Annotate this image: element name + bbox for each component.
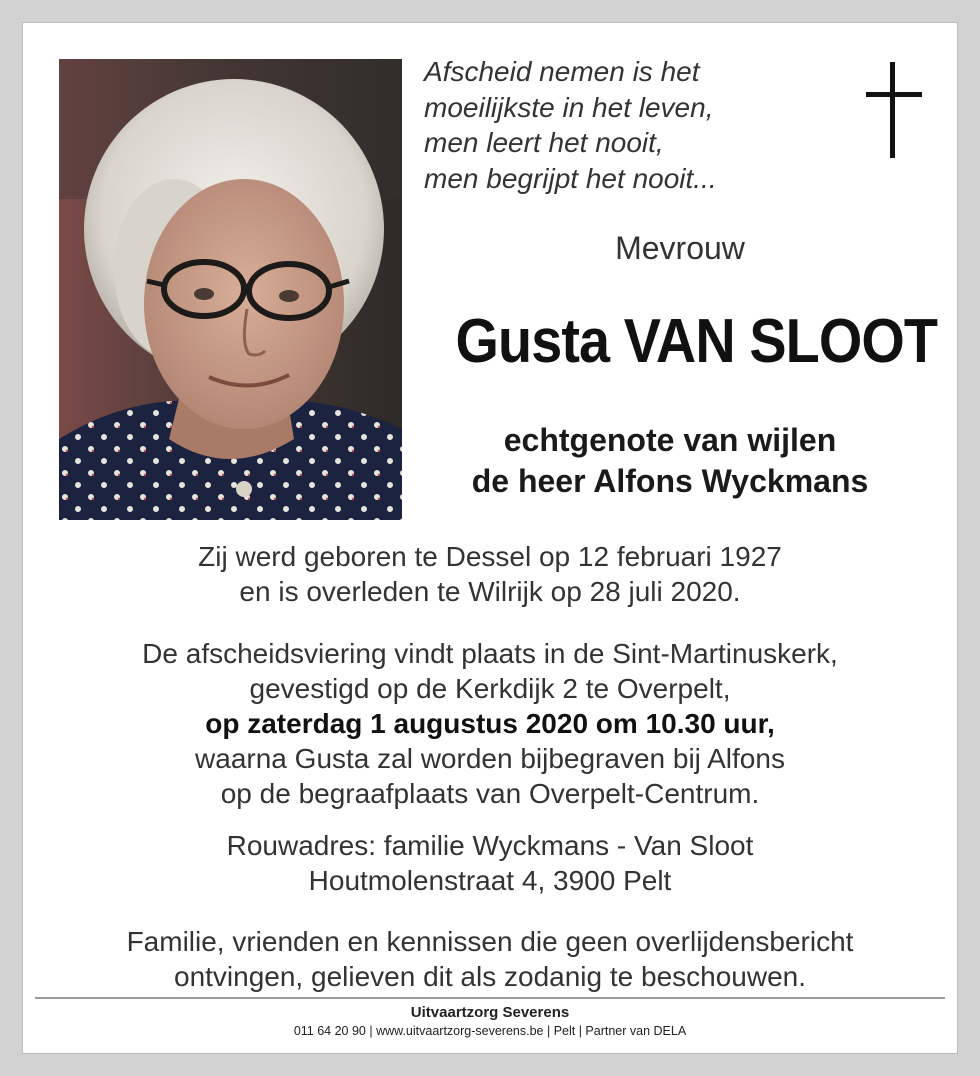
notice-line-2: ontvingen, gelieven dit als zodanig te beschouwen. [174, 961, 806, 992]
address-line-2: Houtmolenstraat 4, 3900 Pelt [308, 865, 672, 896]
footer-divider [35, 997, 945, 999]
address-line-1: Rouwadres: familie Wyckmans - Van Sloot [226, 830, 754, 861]
salutation: Mevrouw [615, 230, 745, 266]
spouse-line-1: echtgenote van wijlen [503, 422, 837, 458]
ceremony-line-4: waarna Gusta zal worden bijbegraven bij Alfons [195, 743, 785, 774]
funeral-home-details: 011 64 20 90 | www.uitvaartzorg-severens.be | Pelt | Partner van DELA [293, 1024, 687, 1038]
poem-line: moeilijkste in het leven, [424, 91, 714, 123]
birth-death-info [40, 539, 940, 609]
ceremony-line-2: gevestigd op de Kerkdijk 2 te Overpelt, [249, 673, 731, 704]
death-line: en is overleden te Wilrijk op 28 juli 2020. [239, 576, 741, 607]
birth-line: Zij werd geboren te Dessel op 12 februari 1927 [198, 541, 782, 572]
poem [424, 54, 824, 196]
notice-line-1: Familie, vrienden en kennissen die geen overlijdensbericht [126, 926, 854, 957]
ceremony-line-1: De afscheidsviering vindt plaats in de Sint-Martinuskerk, [142, 638, 838, 669]
mourning-address [40, 828, 940, 898]
spouse-info [420, 420, 920, 502]
ceremony-date: op zaterdag 1 augustus 2020 om 10.30 uur, [205, 708, 775, 739]
poem-line: men leert het nooit, [424, 127, 664, 158]
portrait-photo [59, 59, 402, 520]
cross-icon [866, 62, 922, 158]
notice [40, 924, 940, 994]
ceremony-line-5: op de begraafplaats van Overpelt-Centrum. [220, 778, 760, 809]
deceased-name: Gusta VAN SLOOT [455, 307, 938, 376]
poem-line: Afscheid nemen is het [424, 56, 700, 87]
spouse-line-2: de heer Alfons Wyckmans [471, 463, 869, 499]
ceremony-info [40, 636, 940, 811]
poem-line: men begrijpt het nooit... [424, 162, 717, 194]
funeral-home-name: Uitvaartzorg Severens [410, 1004, 570, 1021]
